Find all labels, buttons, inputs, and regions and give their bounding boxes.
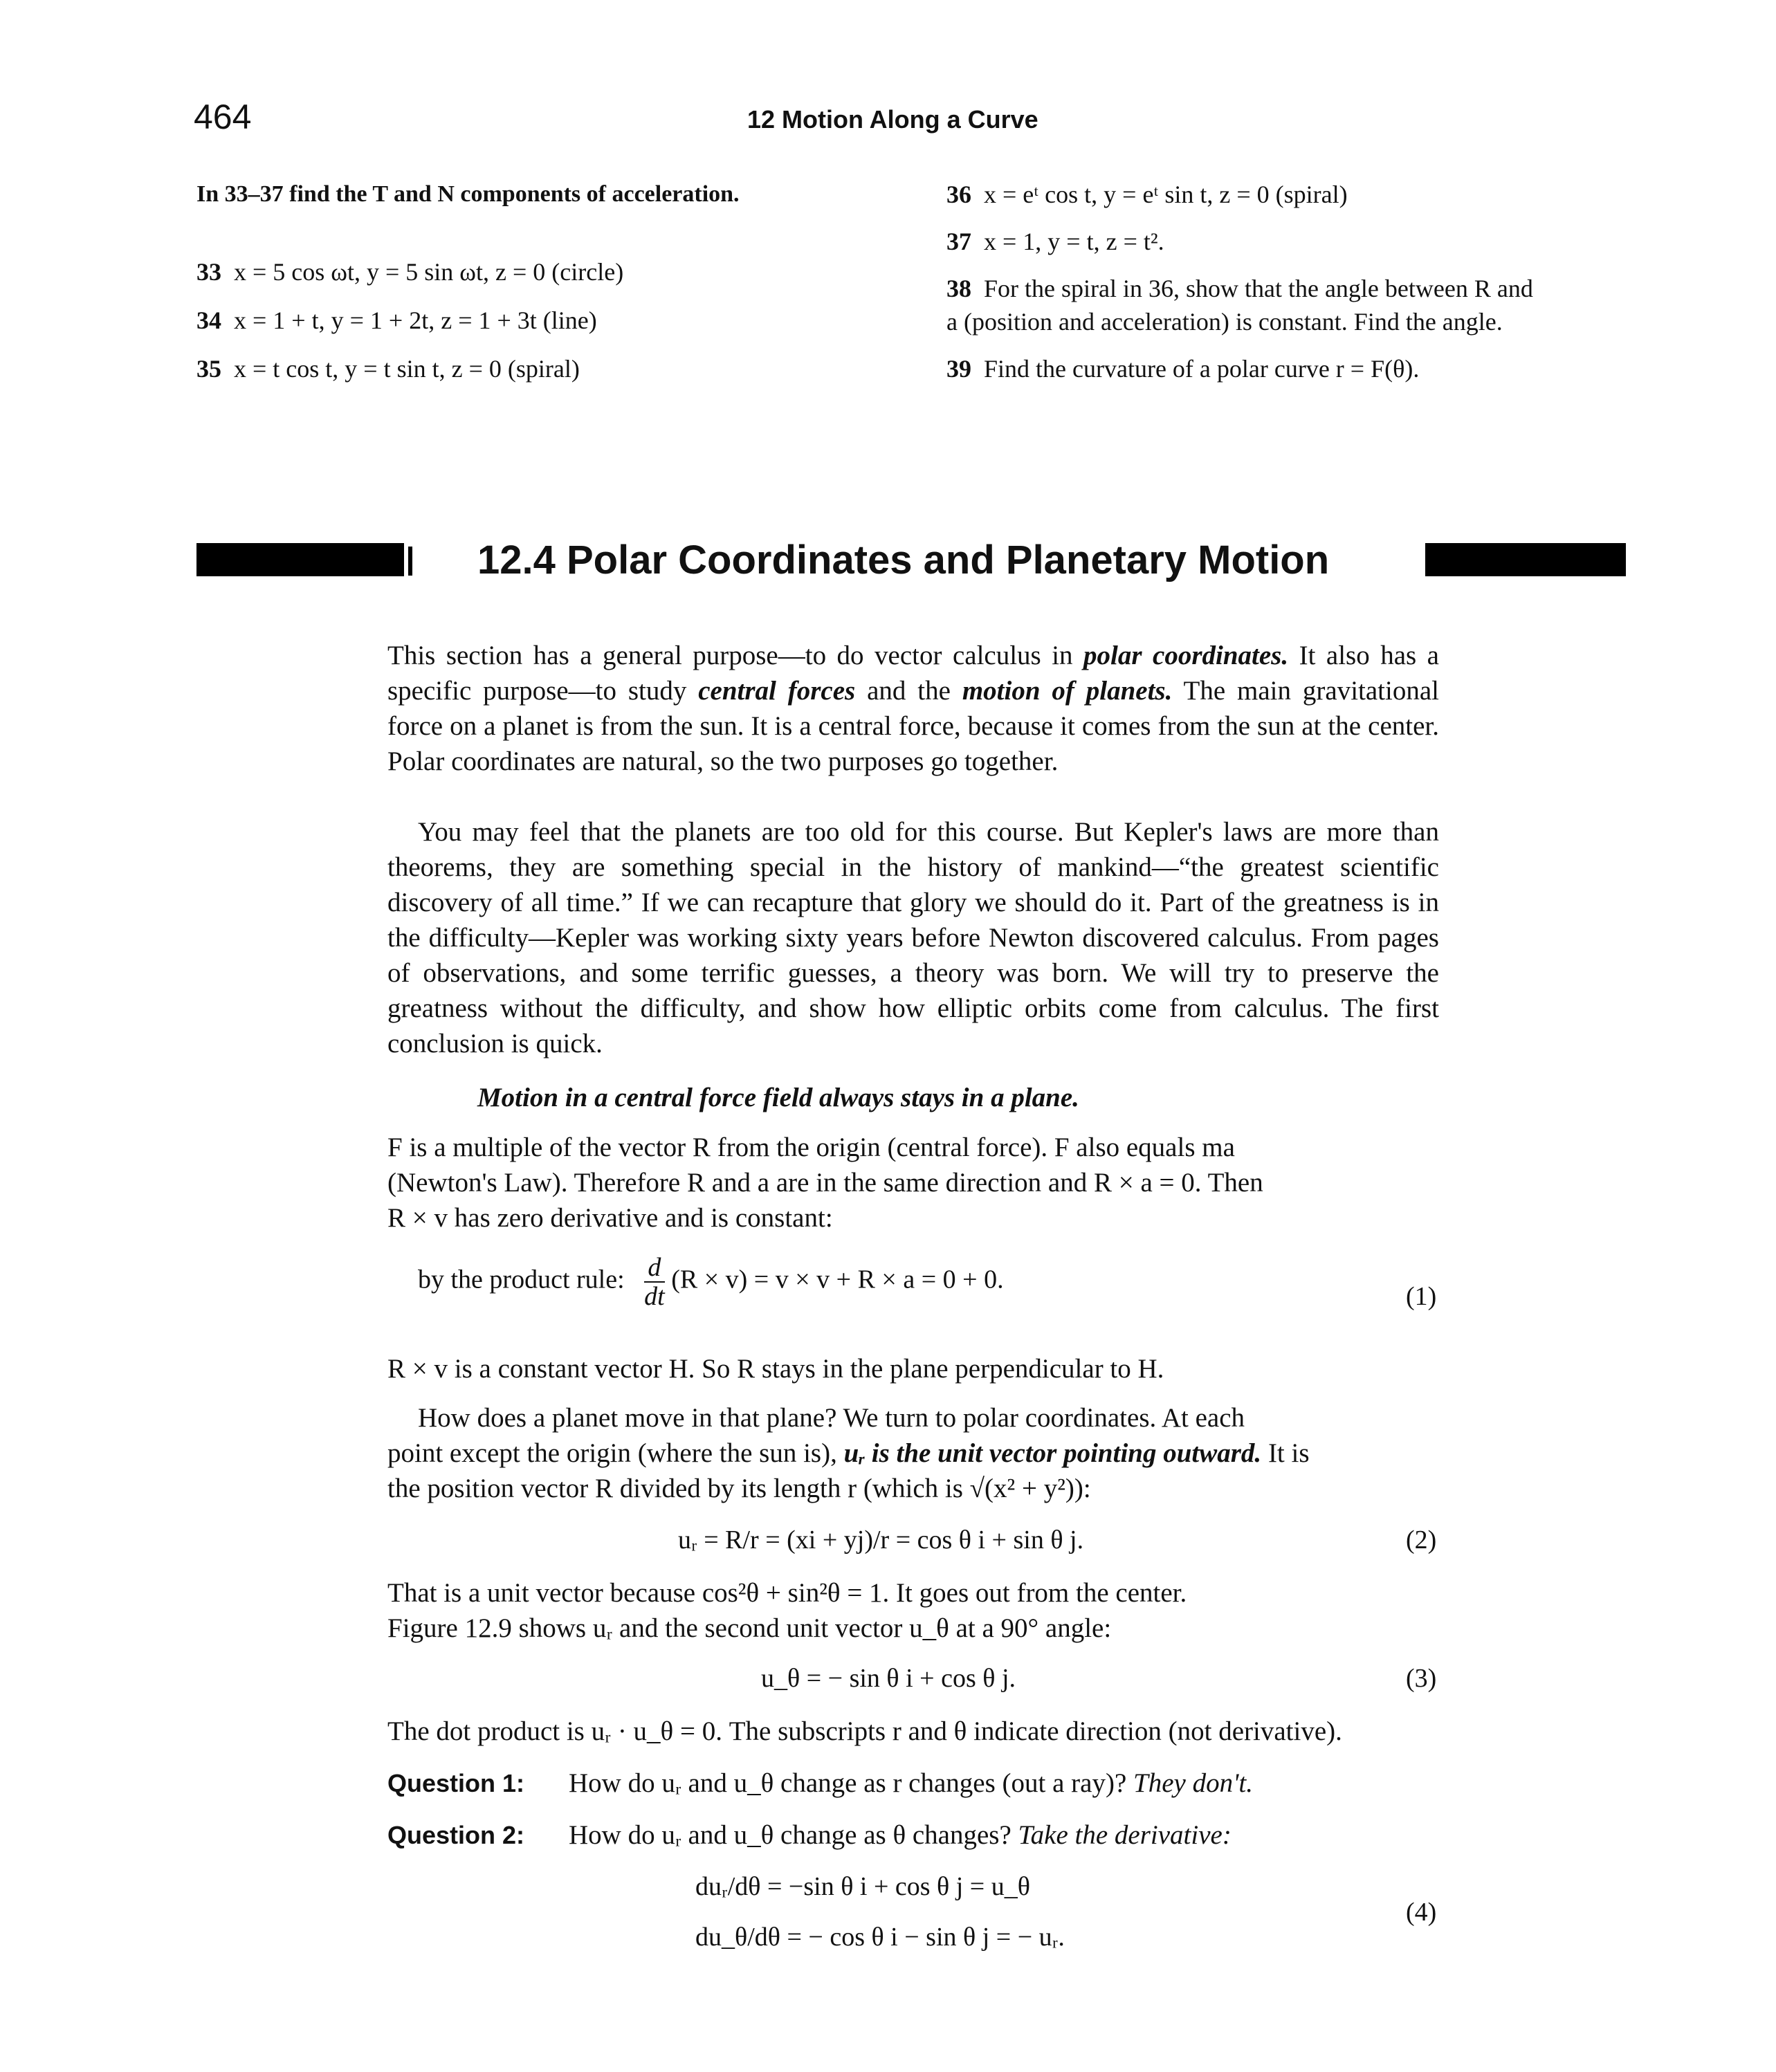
text-run: point except the origin (where the sun is),	[387, 1438, 844, 1468]
exercise-number: 34	[196, 306, 221, 334]
exercise-34	[196, 306, 597, 335]
text-run: and the	[855, 676, 962, 706]
exercise-number: 38	[946, 275, 971, 302]
question-1-answer: They don't.	[1133, 1768, 1254, 1798]
question-1-label: Question 1:	[387, 1769, 525, 1797]
text-run: This section has a general purpose—to do vector calculus in	[387, 641, 1084, 670]
equation-4-line2: du_θ/dθ = − cos θ i − sin θ j = − uᵣ.	[695, 1923, 1065, 1952]
paragraph-polar-line3: the position vector R divided by its length r (which is √(x² + y²)):	[387, 1474, 1091, 1503]
equation-number-4: (4)	[1406, 1898, 1437, 1927]
paragraph-polar-line2	[387, 1438, 1310, 1469]
equation-1	[418, 1254, 1004, 1310]
paragraph-kepler	[387, 814, 1439, 1061]
section-bar-right	[1425, 543, 1626, 576]
equation-body: (R × v) = v × v + R × a = 0 + 0.	[671, 1265, 1004, 1294]
question-1-text	[569, 1768, 1253, 1799]
central-force-statement: Motion in a central force field always stays in a plane.	[477, 1083, 1079, 1112]
emphasis-motion-of-planets: motion of planets.	[962, 676, 1173, 706]
equation-number-2: (2)	[1406, 1525, 1437, 1555]
page-number: 464	[194, 98, 252, 136]
equation-4-line1: duᵣ/dθ = −sin θ i + cos θ j = u_θ	[695, 1872, 1030, 1901]
question-2-answer: Take the derivative:	[1018, 1820, 1232, 1850]
paragraph-unit-line1: That is a unit vector because cos²θ + sin²θ = 1. It goes out from the center.	[387, 1578, 1187, 1608]
paragraph-force-line2: (Newton's Law). Therefore R and a are in the same direction and R × a = 0. Then	[387, 1168, 1263, 1198]
equation-lead: by the product rule:	[418, 1265, 625, 1294]
paragraph-constant-vector: R × v is a constant vector H. So R stays in the plane perpendicular to H.	[387, 1354, 1164, 1384]
emphasis-central-forces: central forces	[698, 676, 856, 706]
text-run: It also has a specific purpose—to study	[387, 641, 1439, 706]
exercise-39	[946, 354, 1419, 383]
exercise-38	[946, 274, 1533, 303]
equation-2: uᵣ = R/r = (xi + yj)/r = cos θ i + sin θ j.	[678, 1525, 1084, 1555]
exercise-text: For the spiral in 36, show that the angle between R and	[984, 275, 1533, 302]
fraction-denominator: dt	[644, 1282, 665, 1311]
exercise-number: 35	[196, 355, 221, 383]
exercise-number: 39	[946, 355, 971, 383]
exercise-text: x = t cos t, y = t sin t, z = 0 (spiral)	[234, 355, 580, 383]
exercise-number: 36	[946, 181, 971, 208]
emphasis-polar-coordinates: polar coordinates.	[1083, 641, 1289, 670]
exercise-instruction: In 33–37 find the T and N components of acceleration.	[196, 181, 740, 207]
exercise-38-continued: a (position and acceleration) is constant. Find the angle.	[946, 308, 1503, 336]
paragraph-force-line1: F is a multiple of the vector R from the origin (central force). F also equals ma	[387, 1133, 1235, 1162]
text-run: You may feel that the planets are too old for this course. But Kepler's laws are more than theorems, they are something special in the history of mankind—“the greatest scientific discovery of all time.” If we can recapture that glory we should do it. Part of the greatness is in the difficulty—Kepler was working sixty years before Newton discovered calculus. From pages of observations, and some terrific guesses, a theory was born. We will try to preserve the greatness without the difficulty, and show how elliptic orbits come from calculus. The first conclusion is quick.	[387, 817, 1439, 1058]
fraction-numerator: d	[644, 1254, 665, 1283]
paragraph-force-line3: R × v has zero derivative and is constant:	[387, 1203, 833, 1233]
exercise-text: Find the curvature of a polar curve r = F(θ).	[984, 355, 1420, 383]
section-bar-left-tick	[408, 547, 412, 576]
equation-number-3: (3)	[1406, 1664, 1437, 1693]
emphasis-unit-vector: uᵣ is the unit vector pointing outward.	[843, 1438, 1262, 1468]
exercise-text: x = 5 cos ωt, y = 5 sin ωt, z = 0 (circle)	[234, 258, 624, 286]
question-2-label: Question 2:	[387, 1821, 525, 1849]
text-run: How do uᵣ and u_θ change as θ changes?	[569, 1820, 1018, 1850]
exercise-text: x = eᵗ cos t, y = eᵗ sin t, z = 0 (spiral)	[984, 181, 1348, 208]
exercise-33	[196, 257, 623, 286]
paragraph-dot-product: The dot product is uᵣ · u_θ = 0. The subscripts r and θ indicate direction (not derivative).	[387, 1716, 1342, 1746]
running-head: 12 Motion Along a Curve	[747, 105, 1038, 134]
exercise-number: 33	[196, 258, 221, 286]
exercise-37	[946, 227, 1164, 256]
text-run: It is	[1261, 1438, 1310, 1468]
text-run: How do uᵣ and u_θ change as r changes (out a ray)?	[569, 1768, 1134, 1798]
section-bar-left	[196, 543, 404, 576]
exercise-number: 37	[946, 228, 971, 255]
paragraph-unit-line2: Figure 12.9 shows uᵣ and the second unit vector u_θ at a 90° angle:	[387, 1613, 1112, 1643]
exercise-36	[946, 180, 1348, 209]
exercise-text: x = 1 + t, y = 1 + 2t, z = 1 + 3t (line)	[234, 306, 597, 334]
question-2-text	[569, 1819, 1232, 1851]
paragraph-intro	[387, 638, 1439, 779]
paragraph-polar-line1: How does a planet move in that plane? We turn to polar coordinates. At each	[418, 1403, 1245, 1433]
exercise-text: x = 1, y = t, z = t².	[984, 228, 1164, 255]
equation-number-1: (1)	[1406, 1282, 1437, 1311]
text-run: The main gravitational force on a planet is from the sun. It is a central force, because it comes from the sun at the center. Polar coordinates are natural, so the two purposes go together.	[387, 676, 1439, 776]
equation-3: u_θ = − sin θ i + cos θ j.	[761, 1664, 1016, 1693]
section-title: 12.4 Polar Coordinates and Planetary Motion	[477, 538, 1330, 583]
exercise-35	[196, 354, 580, 383]
derivative-fraction	[644, 1254, 665, 1310]
